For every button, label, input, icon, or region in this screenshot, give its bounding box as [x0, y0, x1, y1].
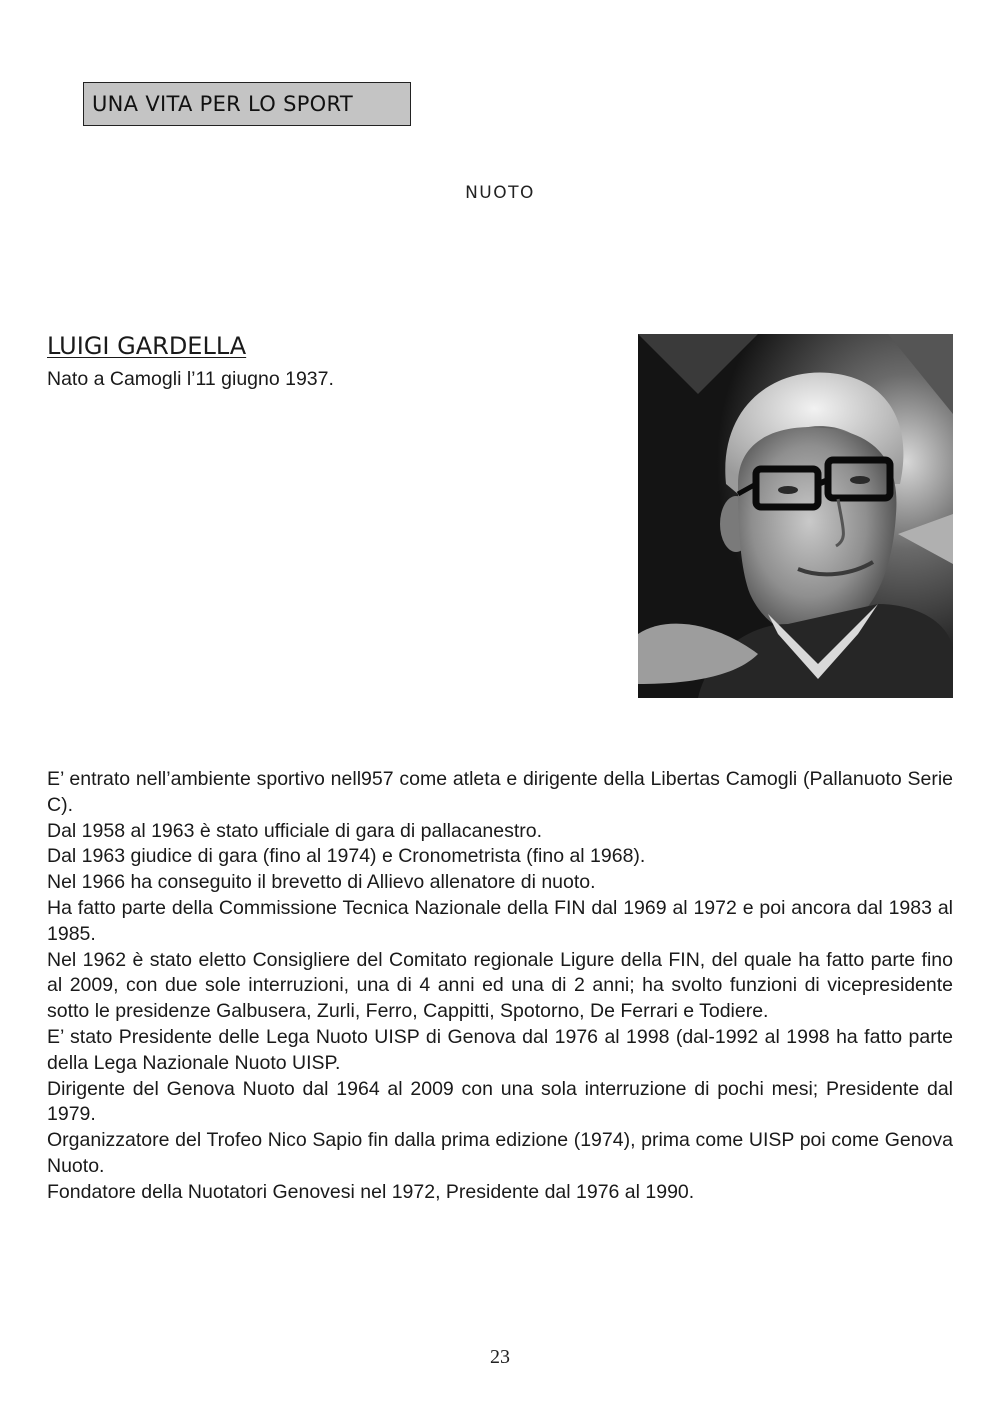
- category-label: NUOTO: [465, 183, 535, 203]
- section-title: UNA VITA PER LO SPORT: [92, 92, 353, 116]
- section-title-box: [83, 82, 411, 126]
- biography-paragraph: Dal 1963 giudice di gara (fino al 1974) e Cronometrista (fino al 1968).: [47, 845, 646, 868]
- biography-paragraph: E’ stato Presidente delle Lega Nuoto UISP di Genova dal 1976 al 1998 (dal-1992 al 1998 ha fatto parte della Lega Nazionale Nuoto UISP.: [47, 1025, 953, 1074]
- biography-paragraph: Dal 1958 al 1963 è stato ufficiale di gara di pallacanestro.: [47, 819, 543, 842]
- biography-paragraph: Nel 1962 è stato eletto Consigliere del Comitato regionale Ligure della FIN, del quale ha fatto parte fino al 2009, con due sole interruzioni, una di 4 anni ed una di 2 anni; ha svolto funzioni di vicepresidente sotto le presidenze Galbusera, Zurli, Ferro, Cappitti, Spotorno, De Ferrari e Todiere.: [47, 948, 953, 1023]
- biography-paragraph: Nel 1966 ha conseguito il brevetto di Allievo allenatore di nuoto.: [47, 871, 596, 894]
- biography-paragraph: E’ entrato nell’ambiente sportivo nell957 come atleta e dirigente della Libertas Camogli (Pallanuoto Serie C).: [47, 768, 953, 816]
- person-name: LUIGI GARDELLA: [47, 332, 247, 360]
- portrait-photo-illustration: [638, 334, 953, 698]
- biography-paragraph: Fondatore della Nuotatori Genovesi nel 1972, Presidente dal 1976 al 1990.: [47, 1180, 695, 1203]
- biography-paragraph: Dirigente del Genova Nuoto dal 1964 al 2009 con una sola interruzione di pochi mesi; Presidente dal 1979.: [47, 1077, 953, 1126]
- page-number: 23: [490, 1346, 510, 1368]
- birth-info: Nato a Camogli l’11 giugno 1937.: [47, 368, 334, 390]
- biography: [47, 767, 953, 1206]
- biography-paragraph: Ha fatto parte della Commissione Tecnica Nazionale della FIN dal 1969 al 1972 e poi ancora dal 1983 al 1985.: [47, 896, 953, 945]
- biography-paragraph: Organizzatore del Trofeo Nico Sapio fin dalla prima edizione (1974), prima come UISP poi come Genova Nuoto.: [47, 1129, 953, 1177]
- portrait-photo: [638, 334, 953, 698]
